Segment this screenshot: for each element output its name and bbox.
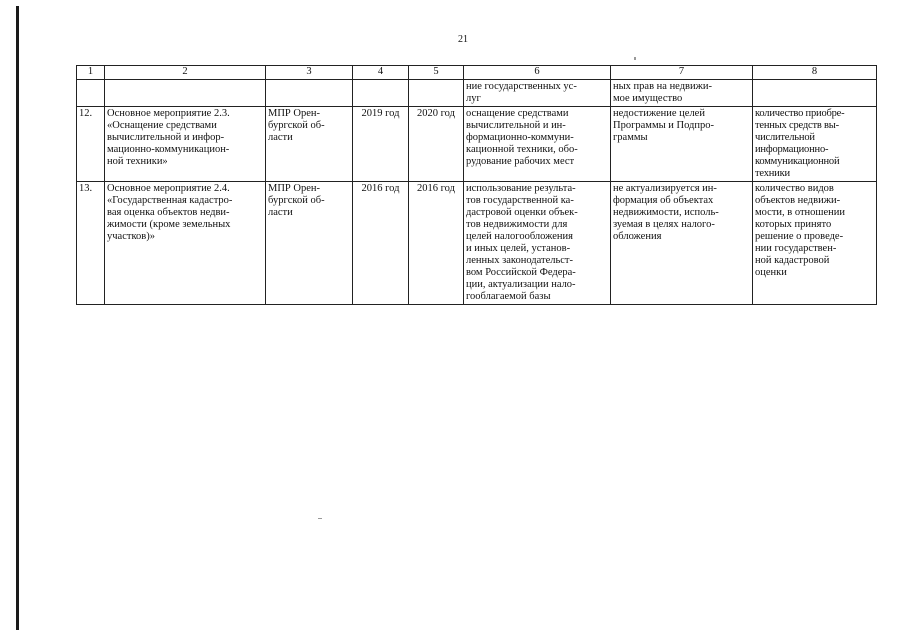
expected-result-text: использование результа- тов государственной ка- дастровой оценки объек- тов недвижимости для целей налогообложения и иных целей, установ- ленных законодательст- вом Российской Федера- ции, актуализации нало- гооблагаемой базы — [466, 183, 578, 302]
indicator-text: количество приобре- тенных средств вы- числительной информационно- коммуникационной техники — [755, 108, 845, 179]
header-col-5: 5 — [409, 66, 464, 80]
cont-cell-2 — [105, 80, 266, 107]
header-col-3: 3 — [266, 66, 353, 80]
executor-text: МПР Орен- бургской об- ласти — [268, 108, 325, 143]
non-implementation-consequence — [611, 107, 753, 182]
end-year: 2020 год — [409, 107, 464, 182]
cont-cell-8 — [753, 80, 877, 107]
consequence-text: не актуализируется ин- формация об объектах недвижимости, исполь- зуемая в целях налого- обложения — [613, 183, 719, 242]
expected-result-text: оснащение средствами вычислительной и ин- формационно-коммуни- кационной техники, обо- рудование рабочих мест — [466, 108, 578, 167]
scan-speck — [634, 57, 636, 60]
executor — [266, 182, 353, 305]
executor-text: МПР Орен- бургской об- ласти — [268, 183, 325, 218]
cont-cell-4 — [353, 80, 409, 107]
consequence-text: недостижение целей Программы и Подпро- граммы — [613, 108, 715, 143]
cont-cell-1 — [77, 80, 105, 107]
scan-edge-bar — [16, 6, 19, 630]
header-col-7: 7 — [611, 66, 753, 80]
executor — [266, 107, 353, 182]
indicator-text: количество видов объектов недвижи- мости, в отношении которых принято решение о проведе- нии государствен- ной кадастровой оценки — [755, 183, 846, 278]
row-number: 13. — [77, 182, 105, 305]
indicator — [753, 107, 877, 182]
non-implementation-consequence — [611, 182, 753, 305]
cont-cell-result — [464, 80, 611, 107]
cont-cell-3 — [266, 80, 353, 107]
row-number: 12. — [77, 107, 105, 182]
expected-result — [464, 107, 611, 182]
header-col-2: 2 — [105, 66, 266, 80]
measures-table — [76, 65, 877, 305]
scan-speck — [318, 518, 322, 519]
header-col-1: 1 — [77, 66, 105, 80]
measure-name — [105, 182, 266, 305]
cont-cell-5 — [409, 80, 464, 107]
header-col-8: 8 — [753, 66, 877, 80]
start-year: 2019 год — [353, 107, 409, 182]
cont-result-text: ние государственных ус- луг — [466, 81, 577, 104]
header-col-6: 6 — [464, 66, 611, 80]
page-number: 21 — [458, 34, 468, 45]
header-row — [77, 66, 877, 80]
continuation-row — [77, 80, 877, 107]
expected-result — [464, 182, 611, 305]
measure-name-text: Основное мероприятие 2.3. «Оснащение средствами вычислительной и инфор- мационно-коммуникацион- ной техники» — [107, 108, 230, 167]
table-row — [77, 107, 877, 182]
measure-name-text: Основное мероприятие 2.4. «Государственная кадастро- вая оценка объектов недви- жимости (кроме земельных участков)» — [107, 183, 233, 242]
indicator — [753, 182, 877, 305]
end-year: 2016 год — [409, 182, 464, 305]
header-col-4: 4 — [353, 66, 409, 80]
cont-consequence-text: ных прав на недвижи- мое имущество — [613, 81, 712, 104]
table-row — [77, 182, 877, 305]
measure-name — [105, 107, 266, 182]
start-year: 2016 год — [353, 182, 409, 305]
cont-cell-consequence — [611, 80, 753, 107]
